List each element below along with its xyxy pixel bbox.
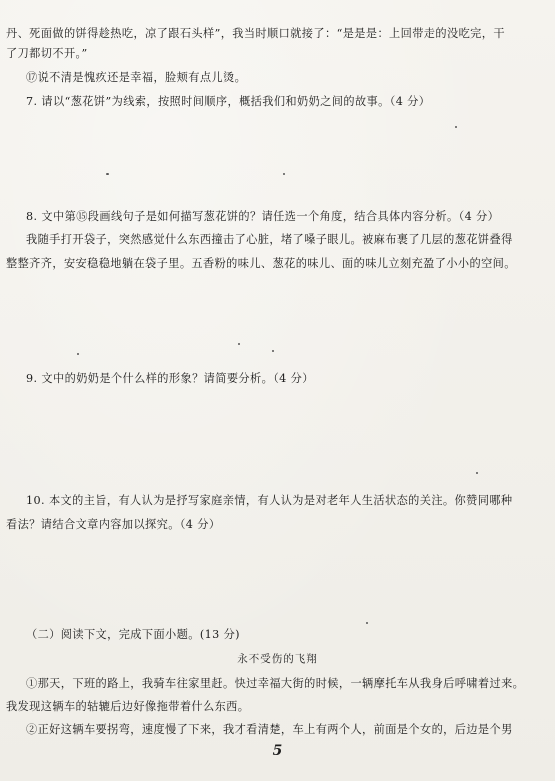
question-8: 8. 文中第⑮段画线句子是如何描写葱花饼的？请任选一个角度，结合具体内容分析。（4 分） <box>26 210 500 223</box>
question-7: 7. 请以“葱花饼”为线索，按照时间顺序，概括我们和奶奶之间的故事。（4 分） <box>26 95 431 108</box>
quoted-sentence-line-1: 我随手打开袋子，突然感觉什么东西撞击了心脏，堵了嗓子眼儿。被麻布裹了几层的葱花饼叠得 <box>26 233 513 246</box>
scan-speck <box>283 173 285 175</box>
scan-speck <box>455 126 457 128</box>
passage-title: 永不受伤的飞翔 <box>237 653 318 665</box>
scan-speck <box>272 350 274 352</box>
scan-speck <box>366 622 368 624</box>
question-10-line-1: 10. 本文的主旨，有人认为是抒写家庭亲情，有人认为是对老年人生活状态的关注。你赞同哪种 <box>26 494 513 507</box>
scan-speck <box>106 173 109 175</box>
scan-speck <box>77 353 79 355</box>
section-two-heading: （二）阅读下文，完成下面小题。(13 分) <box>26 628 240 641</box>
page-number: 5 <box>272 743 283 759</box>
text-line-1: 丹、死面做的饼得趁热吃，凉了跟石头样”，我当时顺口就接了：“是是是：上回带走的没吃完，干 <box>6 27 505 40</box>
passage-line-2: 我发现这辆车的轱辘后边好像拖带着什么东西。 <box>6 700 250 713</box>
question-9: 9. 文中的奶奶是个什么样的形象？请简要分析。（4 分） <box>26 372 314 385</box>
question-10-line-2: 看法？请结合文章内容加以探究。（4 分） <box>6 518 221 531</box>
scan-speck <box>238 343 240 345</box>
text-line-2: 了刀都切不开。” <box>6 47 88 60</box>
scan-speck <box>476 472 478 474</box>
text-line-3: ⑰说不清是愧疚还是幸福，脸颊有点儿烫。 <box>26 71 247 84</box>
passage-line-3: ②正好这辆车要拐弯，速度慢了下来，我才看清楚，车上有两个人，前面是个女的，后边是个男 <box>26 723 513 736</box>
passage-line-1: ①那天，下班的路上，我骑车往家里赶。快过幸福大街的时候，一辆摩托车从我身后呼啸着过来。 <box>26 677 525 690</box>
quoted-sentence-line-2: 整整齐齐，安安稳稳地躺在袋子里。五香粉的味儿、葱花的味儿、面的味儿立刻充盈了小小的空间。 <box>6 257 516 270</box>
